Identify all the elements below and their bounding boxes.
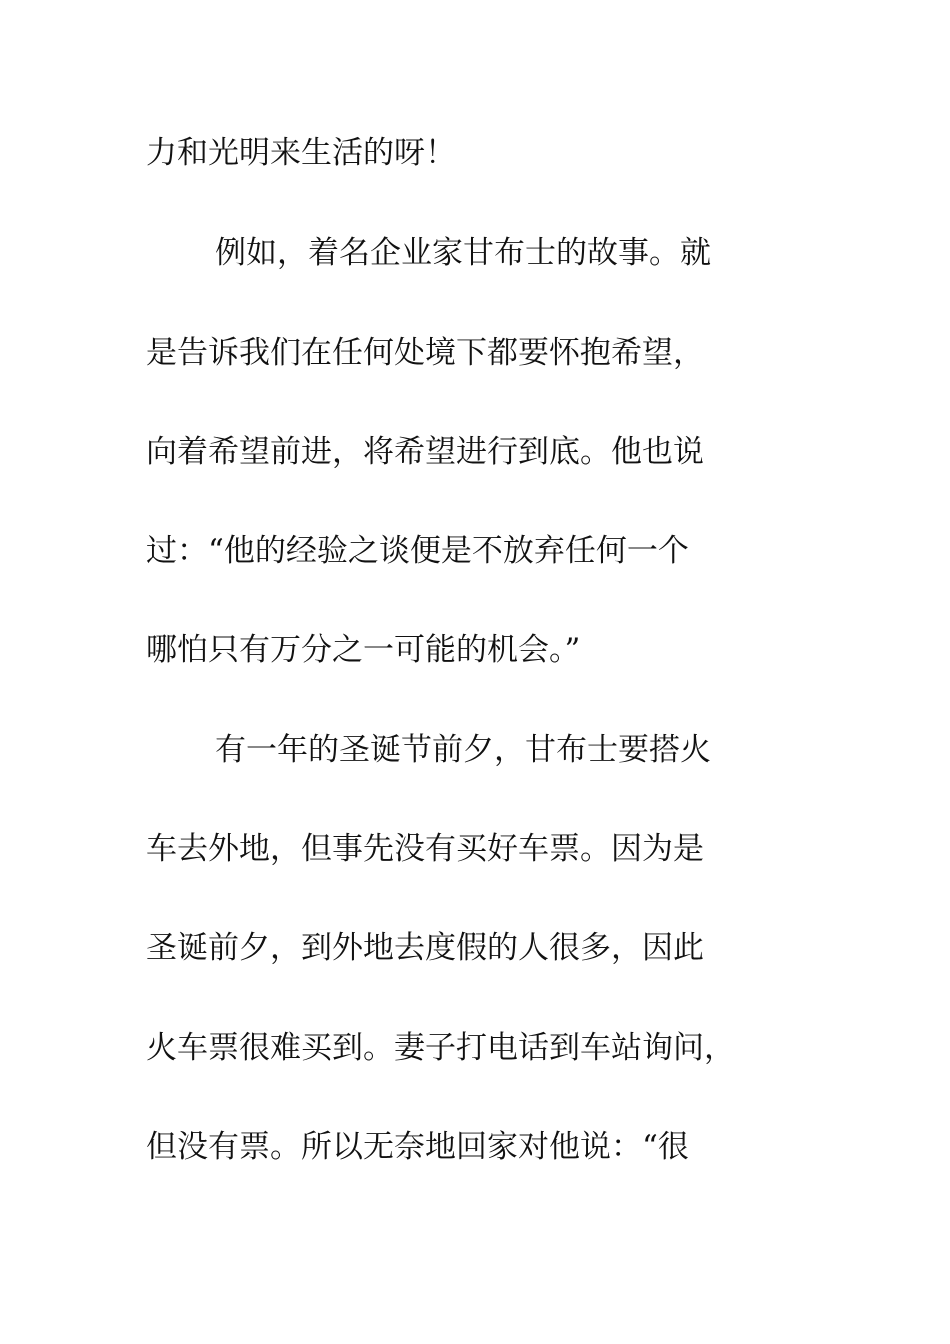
text-line: 过：“他的经验之谈便是不放弃任何一个 [146,533,689,569]
text-line: 火车票很难买到。妻子打电话到车站询问， [146,1030,735,1066]
text-line: 力和光明来生活的呀！ [146,135,456,171]
text-line: 车去外地，但事先没有买好车票。因为是 [146,831,704,867]
text-line: 圣诞前夕，到外地去度假的人很多，因此 [146,930,704,966]
text-line: 哪怕只有万分之一可能的机会。” [146,632,581,668]
paragraph-start-line: 有一年的圣诞节前夕，甘布士要搭火 [215,732,711,768]
paragraph-start-line: 例如，着名企业家甘布士的故事。就 [215,235,711,271]
text-line: 向着希望前进，将希望进行到底。他也说 [146,434,704,470]
text-line: 是告诉我们在任何处境下都要怀抱希望， [146,335,704,371]
text-line: 但没有票。所以无奈地回家对他说：“很 [146,1129,689,1165]
